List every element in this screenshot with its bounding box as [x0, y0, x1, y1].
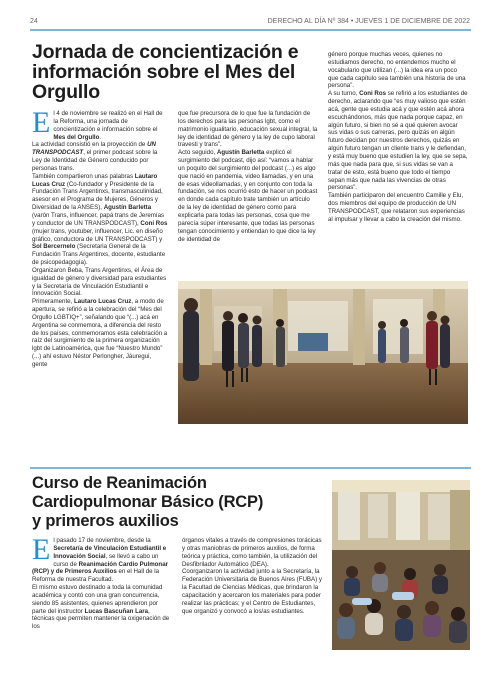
text: el: [152, 125, 158, 133]
text: .: [99, 133, 102, 141]
paragraph: que fue precursora de lo que fue la fundación de los derechos para las personas lgbt, como el matrimonio igualitario, educación sexual integral, la ley de identidad de género y la ley de cupo laboral travesti y trans”.: [178, 110, 318, 149]
article2-title-line3: y primeros auxilios: [32, 512, 179, 530]
text: También compartieron unas palabras: [32, 172, 135, 180]
text: (Secretaria General de la Fundación Trans Argentinxs, docente, estudiante de psicopedagogía).: [32, 243, 166, 267]
article2-column2: [182, 537, 322, 615]
text: El mismo estuvo destinado a toda la comunidad académica y contó con una gran concurrencia, siendo 85 asistentes, quienes aprendieron por parte del instructor: [32, 584, 163, 615]
dropcap: E: [32, 106, 51, 139]
page-number: 24: [30, 18, 38, 25]
text-bold: Reanimación Cardio Pulmonar (RCP) y de Primeros Auxilios: [32, 560, 168, 576]
text: (varón Trans, influencer, papá trans de Jeremías y conductor de UN TRANSPODCAST),: [32, 211, 165, 227]
text-bold: Coni Ros: [359, 90, 387, 98]
text-bold: Agustín Barletta: [216, 149, 265, 157]
text: l pasado 17 de noviembre, desde la: [53, 537, 151, 544]
paragraph: También participaron del encuentro Camille y Elu, dos miembros del equipo de producción de UN TRANSPODCAST, que relataron sus experiencias al impulsar y llevar a cabo la creación del mismo.: [328, 192, 465, 223]
article2-title-line1: Curso de Reanimación: [32, 474, 207, 492]
article1-title-line3: Orgullo: [32, 81, 100, 103]
section-divider: [30, 467, 471, 469]
text: La actividad consistió en la proyección de: [32, 141, 146, 149]
text: A su turno,: [328, 90, 360, 98]
text-bold: Agustín Barletta: [103, 204, 152, 212]
dropcap: E: [32, 533, 51, 566]
text-bold: Coni Ros: [140, 219, 168, 227]
paragraph: Coorganizaron la actividad junto a la Secretaría, la Federación Universitaria de Buenos Aires (FUBA) y la Facultad de Ciencias Médicas, que brindaron la capacitación y acercaron los materiales para poder realizar las prácticas; y el Centro de Estudiantes, que organizó y convocó a los/as estudiantes.: [182, 568, 322, 615]
text: , técnicas que permiten mantener la oxigenación de los: [32, 607, 170, 631]
article1-title: [32, 42, 322, 102]
text: en el Hall de la Reforma de nuestra Facultad.: [32, 568, 160, 584]
text-bold: Lautaro Lucas Cruz: [73, 298, 132, 306]
text: (mujer trans, youtuber, influencer, Lic. en diseño gráfico, conductora de UN TRANSPODCAST) y: [32, 227, 163, 243]
text: , se llevó a cabo un curso de: [53, 552, 159, 568]
text: explicó el surgimiento del podcast, dijo así: “vamos a hablar un poquito del surgimiento del podcast (...) es algo que nació en pandemia, video llamadas, y en una de esas videollamadas, y en conjunto con toda la fundación, se nos ocurrió esto de hacer un podcast en donde cada capítulo trate también un artículo de la ley de identidad de género como para explicarla para todas las personas, cosa que me parecía súper interesante, que todas las personas tengan conocimiento y entiendan lo que dice la ley de identidad de: [178, 149, 318, 243]
text: , el primer podcast: [83, 149, 134, 157]
text: l 4 de noviembre se realizó en el: [53, 110, 142, 117]
text-bold: Mes del Orgullo: [53, 133, 100, 141]
text: se refirió a los estudiantes de derecho, aclarando que “es muy valioso que estén acá, gente que estudia acá y que estén acá ahora escuchándonos, más que nada porque capaz, en algún futuro, si bien no sé a qué quieren avocar sus vidas o sus carreras, pero quizás en algún futuro decidan por nuestros derechos, quizás en algún futuro tengan un cliente trans y le defiendan, y está muy bueno que estudien la ley, que se sepa, más que nada para que, si sus vidas se van a tratar de esto, está bueno que todo el tiempo sepan más que nada las vivencias de otras personas”.: [328, 90, 468, 192]
text-bold: Lautaro Lucas Cruz: [32, 172, 158, 188]
article2-title-line2: Cardiopulmonar Básico (RCP): [32, 493, 264, 511]
article1-column2: [178, 110, 318, 243]
publication-info: DERECHO AL DÍA Nº 384 • JUEVES 1 DE DICIEMBRE DE 2022: [267, 18, 470, 25]
paragraph: género porque muchas veces, quienes no estudiamos derecho, no entendemos mucho el vocabulario que utilizan (...) la idea era un poco que cada capítulo sea también una historia de una persona”.: [328, 51, 466, 90]
paragraph: órganos vitales a través de compresiones torácicas y otras maniobras de primeros auxilios, de forma teórica y práctica, como también, la utilización del Desfibrilador Automático (DEA).: [182, 537, 322, 568]
article1-column3: [328, 51, 468, 224]
text: (Co-fundador y Presidente de la Fundación Trans Argentinxs, transmasculinidad, asesor en el Programa de Mujeres, Géneros y Diversidad de la ANSES),: [32, 180, 163, 212]
text-bold: Lucas Bascuñan Lara: [84, 607, 149, 615]
paragraph: Organizaron Beba, Trans Argentinxs, el Área de igualdad de género y diversidad para estudiantes y la Secretaría de Vinculación Estudiantil e Innovación Social.: [32, 266, 167, 298]
text: Primeramente,: [32, 298, 74, 306]
text: concientización e información sobre: [53, 125, 151, 133]
article2-column1: [32, 533, 172, 631]
text-bold: Sol Bercernelo: [32, 243, 76, 251]
text: sobre la Ley de Identidad de Género conducido por personas trans.: [32, 149, 158, 172]
article1-title-line2: información sobre el Mes del: [32, 61, 296, 83]
article1-title-line1: Jornada de concientización e: [32, 41, 299, 63]
event-photo: [178, 281, 468, 424]
text: , a modo de apertura, se refirió a la celebración del “Mes del Orgullo LGBTIQ+”, señalando que “(...) acá en Argentina se conmemora, a diferencia del resto de los países, conmemoramos esta celebración a raíz del surgimiento de la primera organización lgbt de Latinoamérica, que fue “Nuestro Mundo” (...) ahí estuvo Néstor Perlongher, Jáuregui, gente: [32, 298, 168, 368]
article1-column1: [32, 106, 168, 369]
text-bold: UN TRANSPODCAST: [32, 141, 156, 157]
article2-title: [32, 474, 322, 531]
text-bold: Secretaría de Vinculación Estudiantil e Innovación Social: [53, 544, 167, 560]
text: Hall de la Reforma, una jornada de: [53, 110, 163, 125]
text: Acto seguido,: [178, 149, 217, 157]
top-divider: [30, 29, 471, 31]
rcp-course-photo: [332, 480, 470, 650]
